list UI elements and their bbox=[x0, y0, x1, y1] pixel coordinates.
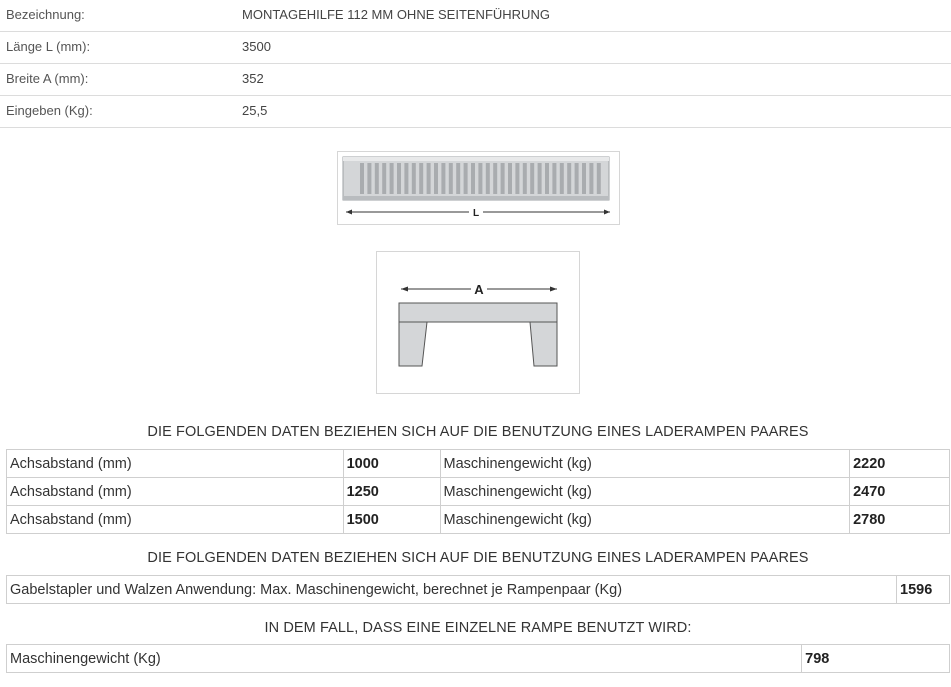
ramp-slot bbox=[375, 163, 379, 194]
ramp-slot bbox=[582, 163, 586, 194]
ramp-slot bbox=[501, 163, 505, 194]
table-row bbox=[7, 450, 950, 478]
wheelbase-label: Achsabstand (mm) bbox=[7, 450, 344, 478]
ramp-slot bbox=[456, 163, 460, 194]
ramp-deck bbox=[399, 303, 557, 322]
ramp-slot bbox=[545, 163, 549, 194]
ramp-leg-left bbox=[399, 322, 427, 366]
single-ramp-weight-value: 798 bbox=[802, 645, 950, 673]
wheelbase-value: 1250 bbox=[343, 478, 440, 506]
table-row bbox=[7, 506, 950, 534]
single-ramp-weight-label: Maschinengewicht (Kg) bbox=[7, 645, 802, 673]
machine-weight-label: Maschinengewicht (kg) bbox=[440, 450, 850, 478]
ramp-slot bbox=[486, 163, 490, 194]
machine-weight-value: 2220 bbox=[850, 450, 950, 478]
ramp-slot bbox=[493, 163, 497, 194]
ramp-slot bbox=[434, 163, 438, 194]
ramp-slot bbox=[404, 163, 408, 194]
arrow-left-icon bbox=[401, 287, 408, 292]
spec-label: Bezeichnung: bbox=[6, 7, 85, 22]
section1-heading: DIE FOLGENDEN DATEN BEZIEHEN SICH AUF DIE BENUTZUNG EINES LADERAMPEN PAARES bbox=[147, 424, 809, 440]
single-ramp-table bbox=[6, 644, 950, 673]
ramp-slot bbox=[523, 163, 527, 194]
table-row bbox=[7, 645, 950, 673]
ramp-slot bbox=[597, 163, 601, 194]
arrow-left-icon bbox=[346, 210, 352, 215]
spec-row-breite bbox=[0, 64, 951, 96]
section3-heading: IN DEM FALL, DASS EINE EINZELNE RAMPE BENUTZT WIRD: bbox=[264, 620, 692, 636]
ramp-slot bbox=[471, 163, 475, 194]
spec-value: 3500 bbox=[242, 39, 271, 54]
ramp-cross-section-drawing bbox=[377, 252, 579, 393]
ramp-slot bbox=[538, 163, 542, 194]
table-row bbox=[7, 576, 950, 604]
ramp-slot bbox=[560, 163, 564, 194]
ramp-slot bbox=[567, 163, 571, 194]
ramp-slot bbox=[390, 163, 394, 194]
ramp-slot bbox=[427, 163, 431, 194]
ramp-slot bbox=[508, 163, 512, 194]
wheelbase-label: Achsabstand (mm) bbox=[7, 506, 344, 534]
ramp-slot bbox=[419, 163, 423, 194]
ramp-slot bbox=[449, 163, 453, 194]
spec-value: MONTAGEHILFE 112 MM OHNE SEITENFÜHRUNG bbox=[242, 7, 550, 22]
ramp-edge-shadow bbox=[343, 196, 609, 200]
spec-list bbox=[0, 0, 951, 128]
spec-row-bezeichnung bbox=[0, 0, 951, 32]
machine-weight-label: Maschinengewicht (kg) bbox=[440, 506, 850, 534]
wheelbase-table bbox=[6, 449, 950, 534]
dimension-label-l: L bbox=[472, 208, 480, 219]
ramp-top-view-drawing bbox=[338, 152, 619, 224]
arrow-right-icon bbox=[604, 210, 610, 215]
ramp-edge-highlight bbox=[343, 157, 609, 161]
ramp-slot bbox=[552, 163, 556, 194]
wheelbase-value: 1500 bbox=[343, 506, 440, 534]
ramp-slot bbox=[441, 163, 445, 194]
ramp-slot bbox=[478, 163, 482, 194]
arrow-right-icon bbox=[550, 287, 557, 292]
dimension-label-a: A bbox=[474, 282, 484, 297]
ramp-slot bbox=[515, 163, 519, 194]
wheelbase-label: Achsabstand (mm) bbox=[7, 478, 344, 506]
ramp-slot bbox=[575, 163, 579, 194]
ramp-slot bbox=[360, 163, 364, 194]
ramp-cross-section-figure bbox=[376, 251, 580, 394]
spec-label: Breite A (mm): bbox=[6, 71, 89, 86]
section2-heading: DIE FOLGENDEN DATEN BEZIEHEN SICH AUF DIE BENUTZUNG EINES LADERAMPEN PAARES bbox=[147, 550, 809, 566]
spec-label: Länge L (mm): bbox=[6, 39, 91, 54]
table-row bbox=[7, 478, 950, 506]
ramp-slot bbox=[397, 163, 401, 194]
machine-weight-label: Maschinengewicht (kg) bbox=[440, 478, 850, 506]
ramp-slot bbox=[464, 163, 468, 194]
ramp-slot bbox=[412, 163, 416, 194]
spec-value: 25,5 bbox=[242, 103, 268, 118]
machine-weight-value: 2780 bbox=[850, 506, 950, 534]
spec-label: Eingeben (Kg): bbox=[6, 103, 93, 118]
forklift-max-weight-label: Gabelstapler und Walzen Anwendung: Max. Maschinengewicht, berechnet je Rampenpaar (Kg) bbox=[7, 576, 897, 604]
machine-weight-value: 2470 bbox=[850, 478, 950, 506]
ramp-slot bbox=[589, 163, 593, 194]
ramp-slot bbox=[367, 163, 371, 194]
ramp-top-view-figure bbox=[337, 151, 620, 225]
forklift-table bbox=[6, 575, 950, 604]
wheelbase-value: 1000 bbox=[343, 450, 440, 478]
spec-value: 352 bbox=[242, 71, 264, 86]
ramp-leg-right bbox=[530, 322, 557, 366]
ramp-slot bbox=[382, 163, 386, 194]
spec-row-gewicht bbox=[0, 96, 951, 128]
ramp-slot bbox=[530, 163, 534, 194]
spec-row-laenge bbox=[0, 32, 951, 64]
forklift-max-weight-value: 1596 bbox=[897, 576, 950, 604]
